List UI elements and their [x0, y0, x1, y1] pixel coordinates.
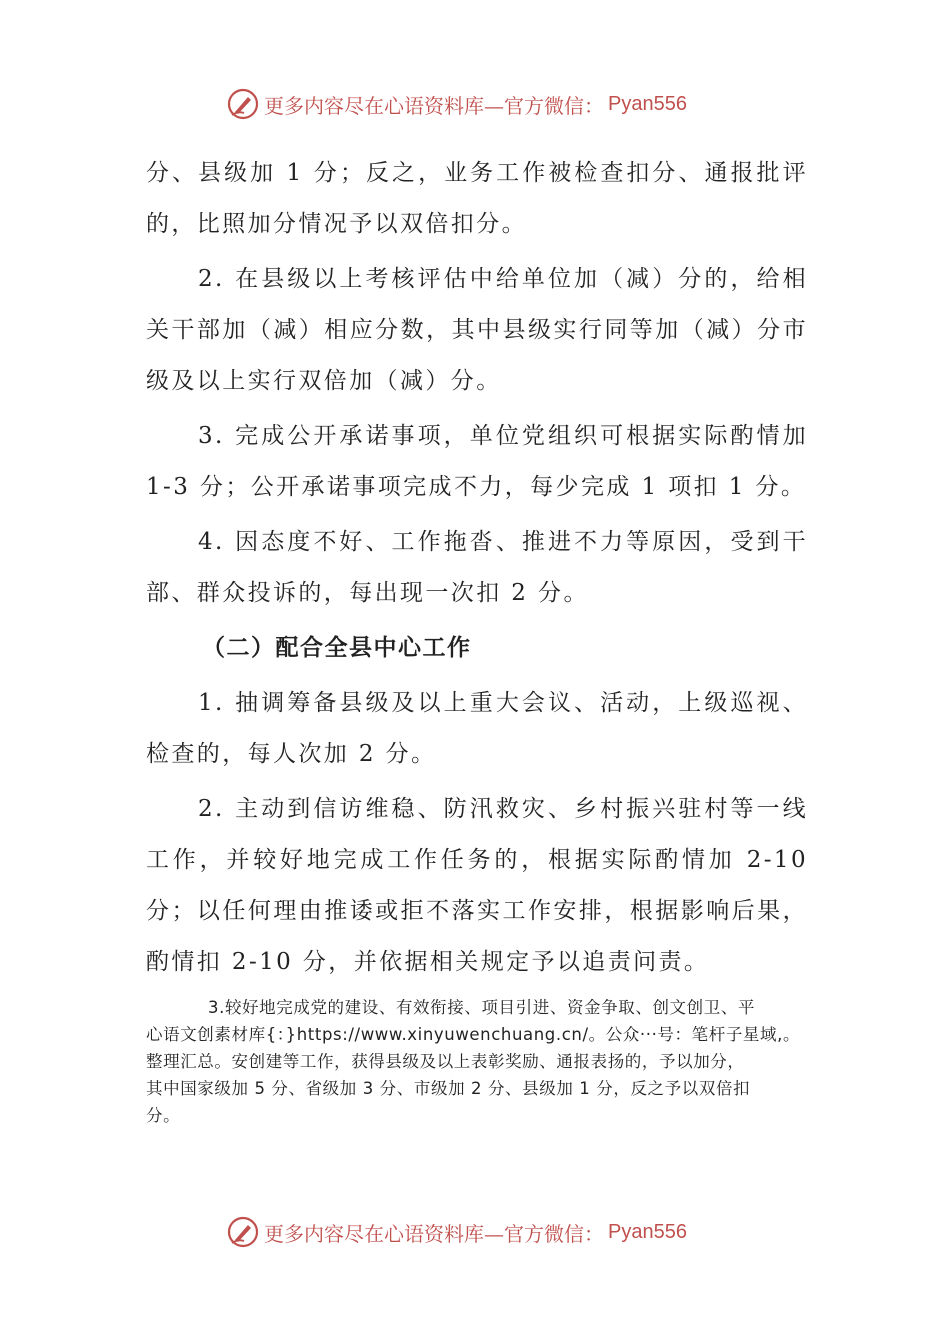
small-line: 3.较好地完成党的建设、有效衔接、项目引进、资金争取、创文创卫、平 — [208, 998, 756, 1017]
small-line: 心语文创素材库{：}https://www.xinyuwenchuang.cn/。公众···号：笔杆子星域,。 — [146, 1025, 801, 1044]
paragraph: 1. 抽调筹备县级及以上重大会议、活动，上级巡视、检查的，每人次加 2 分。 — [146, 690, 808, 767]
document-body — [146, 148, 808, 1129]
small-text-block — [146, 994, 808, 1129]
watermark-id: Pyan556 — [608, 1220, 687, 1243]
watermark-header — [226, 86, 687, 122]
paragraph: 分、县级加 1 分；反之，业务工作被检查扣分、通报批评的，比照加分情况予以双倍扣分。 — [146, 160, 808, 237]
small-line: 其中国家级加 5 分、省级加 3 分、市级加 2 分、县级加 1 分，反之予以双倍扣 — [146, 1079, 751, 1098]
paragraph: 3. 完成公开承诺事项，单位党组织可根据实际酌情加 1-3 分；公开承诺事项完成不力，每少完成 1 项扣 1 分。 — [146, 423, 808, 500]
pen-circle-logo-icon — [226, 87, 260, 121]
watermark-text: 更多内容尽在心语资料库—官方微信： — [264, 1221, 604, 1246]
small-line: 整理汇总。安创建等工作，获得县级及以上表彰奖励、通报表扬的，予以加分， — [146, 1052, 745, 1071]
paragraph: 2. 主动到信访维稳、防汛救灾、乡村振兴驻村等一线工作，并较好地完成工作任务的，根据实际酌情加 2-10 分；以任何理由推诿或拒不落实工作安排，根据影响后果，酌情扣 2-10 分，并依据相关规定予以追责问责。 — [146, 796, 808, 975]
watermark-text: 更多内容尽在心语资料库—官方微信： — [264, 93, 604, 118]
paragraph: 4. 因态度不好、工作拖沓、推进不力等原因，受到干部、群众投诉的，每出现一次扣 2 分。 — [146, 529, 808, 606]
watermark-id: Pyan556 — [608, 92, 687, 115]
pen-circle-logo-icon — [226, 1215, 260, 1249]
small-line: 分。 — [146, 1106, 181, 1125]
paragraph: 2. 在县级以上考核评估中给单位加（减）分的，给相关干部加（减）相应分数，其中县级实行同等加（减）分市级及以上实行双倍加（减）分。 — [146, 266, 808, 394]
watermark-footer — [226, 1214, 687, 1250]
section-heading: （二）配合全县中心工作 — [202, 635, 472, 661]
